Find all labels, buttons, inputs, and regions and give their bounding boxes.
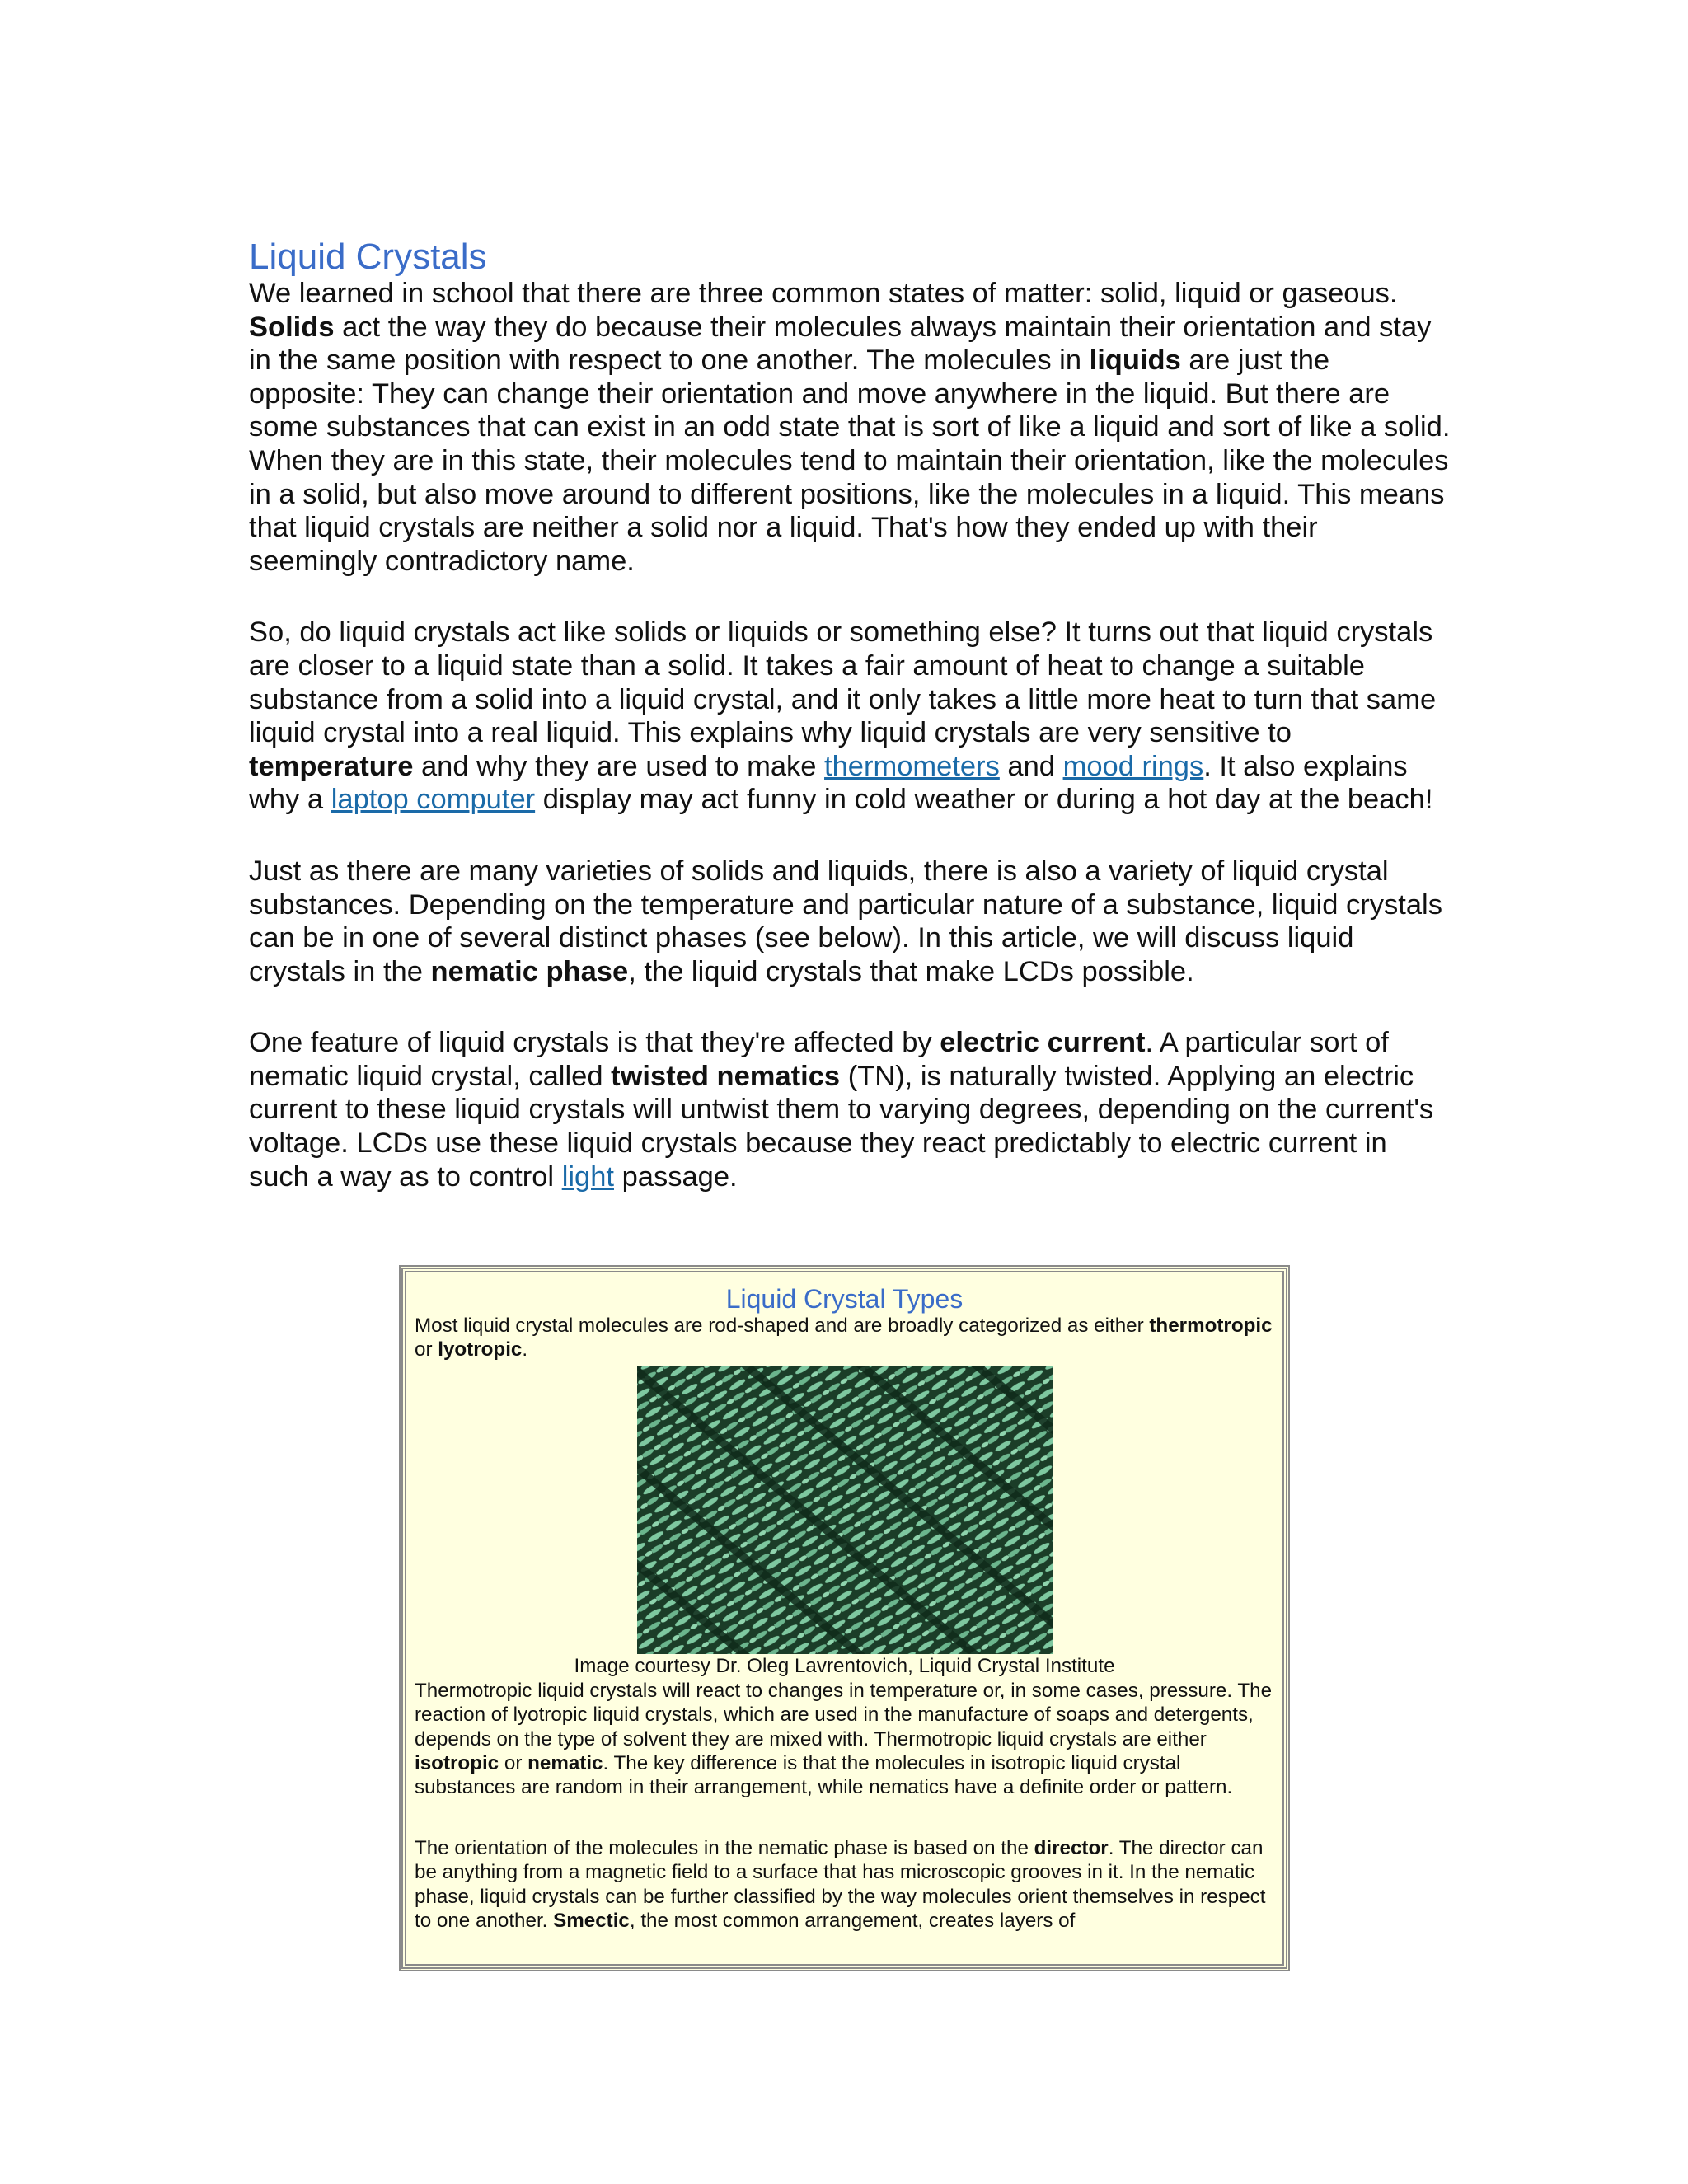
text: . A particular sort of nematic liquid crystal, called	[249, 1027, 1389, 1092]
link-laptop-computer[interactable]: laptop computer	[331, 784, 536, 816]
paragraph-temperature	[249, 616, 1452, 817]
text: (TN), is naturally twisted. Applying an electric current to these liquid crystals will untwist them to varying degrees, depending on the current's voltage. LCDs use these liquid crystals because they react predictably to electric current in such a way as to control	[249, 1060, 1434, 1193]
text: . The key difference is that the molecules in isotropic liquid crystal substances are random in their arrangement, while nematics have a definite order or pattern.	[415, 1752, 1233, 1799]
bold-term: isotropic	[415, 1752, 499, 1775]
sidebar-intro	[415, 1314, 1274, 1362]
text: display may act funny in cold weather or during a hot day at the beach!	[535, 784, 1433, 816]
paragraph-varieties	[249, 855, 1452, 988]
article	[249, 237, 1452, 1193]
text: Most liquid crystal molecules are rod-shaped and are broadly categorized as either	[415, 1315, 1150, 1337]
text: act the way they do because their molecules always maintain their orientation and stay in the same position with respect to one another. The molecules in	[249, 311, 1432, 377]
text: . The director can be anything from a magnetic field to a surface that has microscopic grooves in it. In the nematic phase, liquid crystals can be further classified by the way molecules orient themselves in respect to one another.	[415, 1836, 1266, 1933]
bold-term: nematic	[528, 1752, 603, 1775]
text: , the most common arrangement, creates layers of	[629, 1910, 1076, 1933]
link-thermometers[interactable]: thermometers	[824, 750, 1000, 782]
text: So, do liquid crystals act like solids or liquids or something else? It turns out that liquid crystals are closer to a liquid state than a solid. It takes a fair amount of heat to change a suitable substance from a solid into a liquid crystal, and it only takes a little more heat to turn that same liquid crystal into a real liquid. This explains why liquid crystals are very sensitive to	[249, 616, 1437, 749]
bold-term: nematic phase	[430, 955, 629, 987]
text: .	[522, 1338, 528, 1361]
text: One feature of liquid crystals is that they're affected by	[249, 1027, 940, 1059]
bold-term: electric current	[940, 1027, 1146, 1059]
text: We learned in school that there are three common states of matter: solid, liquid or gaseous.	[249, 278, 1398, 309]
link-mood-rings[interactable]: mood rings	[1062, 750, 1204, 782]
liquid-crystal-micrograph-image	[637, 1366, 1053, 1654]
sidebar-paragraph-director	[415, 1836, 1274, 1933]
text: and	[999, 750, 1063, 782]
bold-term: thermotropic	[1149, 1315, 1273, 1337]
sidebar-liquid-crystal-types	[399, 1265, 1290, 1971]
sidebar-title: Liquid Crystal Types	[725, 1284, 964, 1314]
paragraph-electric-current	[249, 1026, 1452, 1193]
text: are just the opposite: They can change their orientation and move anywhere in the liquid. But there are some substances that can exist in an odd state that is sort of like a liquid and sort of like a solid. When they are in this state, their molecules tend to maintain their orientation, like the molecules in a solid, but also move around to different positions, like the molecules in a liquid. This means that liquid crystals are neither a solid nor a liquid. That's how they ended up with their seemingly contradictory name.	[249, 344, 1451, 577]
bold-term: lyotropic	[438, 1338, 523, 1361]
bold-term: liquids	[1089, 344, 1181, 377]
page-title: Liquid Crystals	[249, 237, 487, 277]
text: passage.	[613, 1160, 738, 1193]
bold-term: Solids	[249, 311, 335, 343]
sidebar-paragraph-thermotropic	[415, 1679, 1274, 1800]
link-light[interactable]: light	[561, 1160, 614, 1193]
text: Thermotropic liquid crystals will react to changes in temperature or, in some cases, pressure. The reaction of lyotropic liquid crystals, which are used in the manufacture of soaps and detergents, depends on the type of solvent they are mixed with. Thermotropic liquid crystals are either	[415, 1679, 1273, 1750]
text: Just as there are many varieties of solids and liquids, there is also a variety of liquid crystal substances. Depending on the temperature and particular nature of a substance, liquid crystals can be in one of several distinct phases (see below). In this article, we will discuss liquid crystals in the	[249, 855, 1442, 987]
bold-term: director	[1034, 1836, 1109, 1859]
text: The orientation of the molecules in the nematic phase is based on the	[415, 1836, 1034, 1859]
paragraph-states-of-matter	[249, 277, 1452, 578]
image-caption: Image courtesy Dr. Oleg Lavrentovich, Liquid Crystal Institute	[574, 1654, 1115, 1677]
bold-term: twisted nematics	[611, 1060, 841, 1092]
text: , the liquid crystals that make LCDs possible.	[628, 955, 1194, 987]
text: or	[499, 1752, 528, 1775]
bold-term: temperature	[249, 750, 414, 782]
bold-term: Smectic	[553, 1910, 630, 1933]
text: . It also explains why a	[249, 750, 1408, 816]
text: or	[415, 1338, 438, 1361]
text: and why they are used to make	[413, 750, 825, 782]
